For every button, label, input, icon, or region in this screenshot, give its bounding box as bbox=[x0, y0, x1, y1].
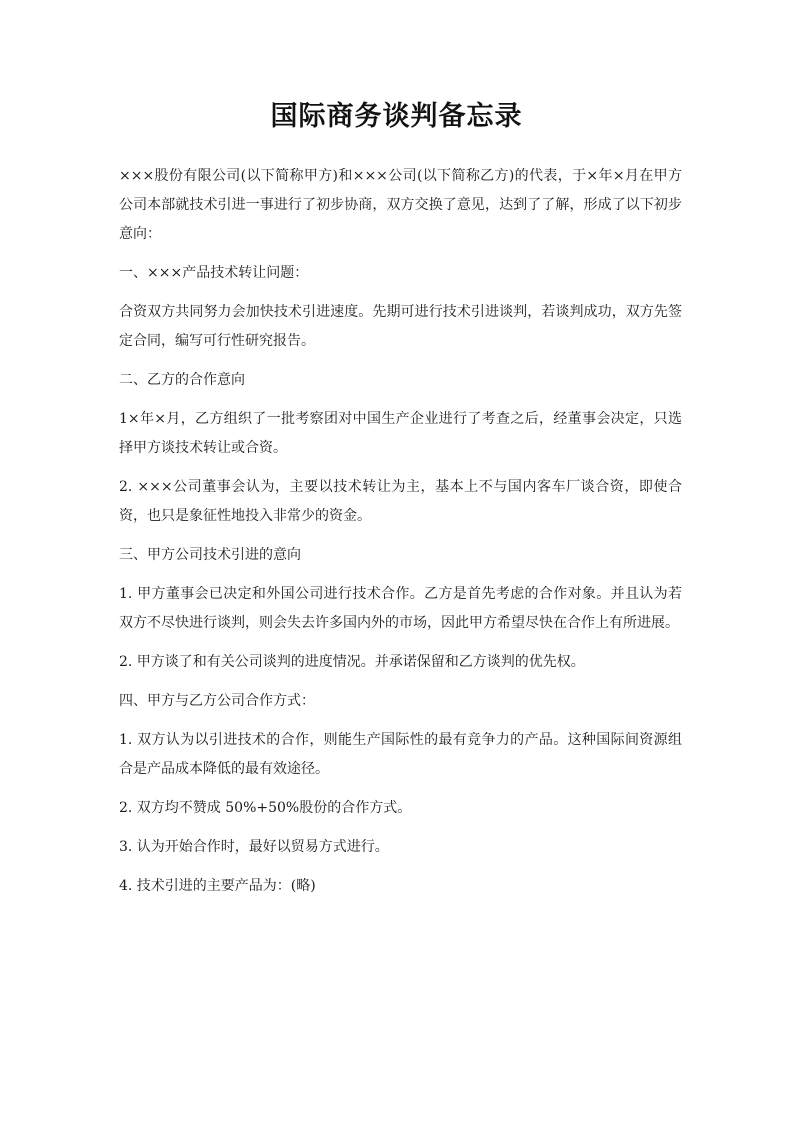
intro-paragraph: ×××股份有限公司(以下简称甲方)和×××公司(以下简称乙方)的代表，于×年×月在甲方公司本部就技术引进一事进行了初步协商，双方交换了意见，达到了了解，形成了以下初步意向： bbox=[119, 168, 682, 242]
section-heading-1: 一、×××产品技术转让问题： bbox=[119, 265, 309, 281]
section-heading-2: 二、乙方的合作意向 bbox=[119, 372, 245, 388]
document-title: 国际商务谈判备忘录 bbox=[270, 101, 523, 132]
section-3-item-1: 1. 甲方董事会已决定和外国公司进行技术合作。乙方是首先考虑的合作对象。并且认为若双方不尽快进行谈判，则会失去许多国内外的市场，因此甲方希望尽快在合作上有所进展。 bbox=[119, 586, 682, 631]
section-4-item-1: 1. 双方认为以引进技术的合作，则能生产国际性的最有竞争力的产品。这种国际间资源组合是产品成本降低的最有效途径。 bbox=[119, 732, 682, 777]
section-2-item-1: 1×年×月，乙方组织了一批考察团对中国生产企业进行了考查之后，经董事会决定，只选择甲方谈技术转让或合资。 bbox=[119, 411, 682, 456]
document-body bbox=[119, 162, 682, 911]
section-heading-3: 三、甲方公司技术引进的意向 bbox=[119, 547, 301, 563]
section-heading-4: 四、甲方与乙方公司合作方式： bbox=[119, 693, 315, 709]
section-4-item-2: 2. 双方均不赞成 50%+50%股份的合作方式。 bbox=[119, 800, 412, 816]
section-3-item-2: 2. 甲方谈了和有关公司谈判的进度情况。并承诺保留和乙方谈判的优先权。 bbox=[119, 654, 585, 670]
section-4-item-4: 4. 技术引进的主要产品为：(略) bbox=[119, 878, 316, 894]
section-1-paragraph: 合资双方共同努力会加快技术引进速度。先期可进行技术引进谈判，若谈判成功，双方先签定合同，编写可行性研究报告。 bbox=[119, 304, 682, 349]
section-2-item-2: 2. ×××公司董事会认为，主要以技术转让为主，基本上不与国内客车厂谈合资，即使合资，也只是象征性地投入非常少的资金。 bbox=[119, 479, 682, 524]
section-4-item-3: 3. 认为开始合作时，最好以贸易方式进行。 bbox=[119, 839, 389, 855]
